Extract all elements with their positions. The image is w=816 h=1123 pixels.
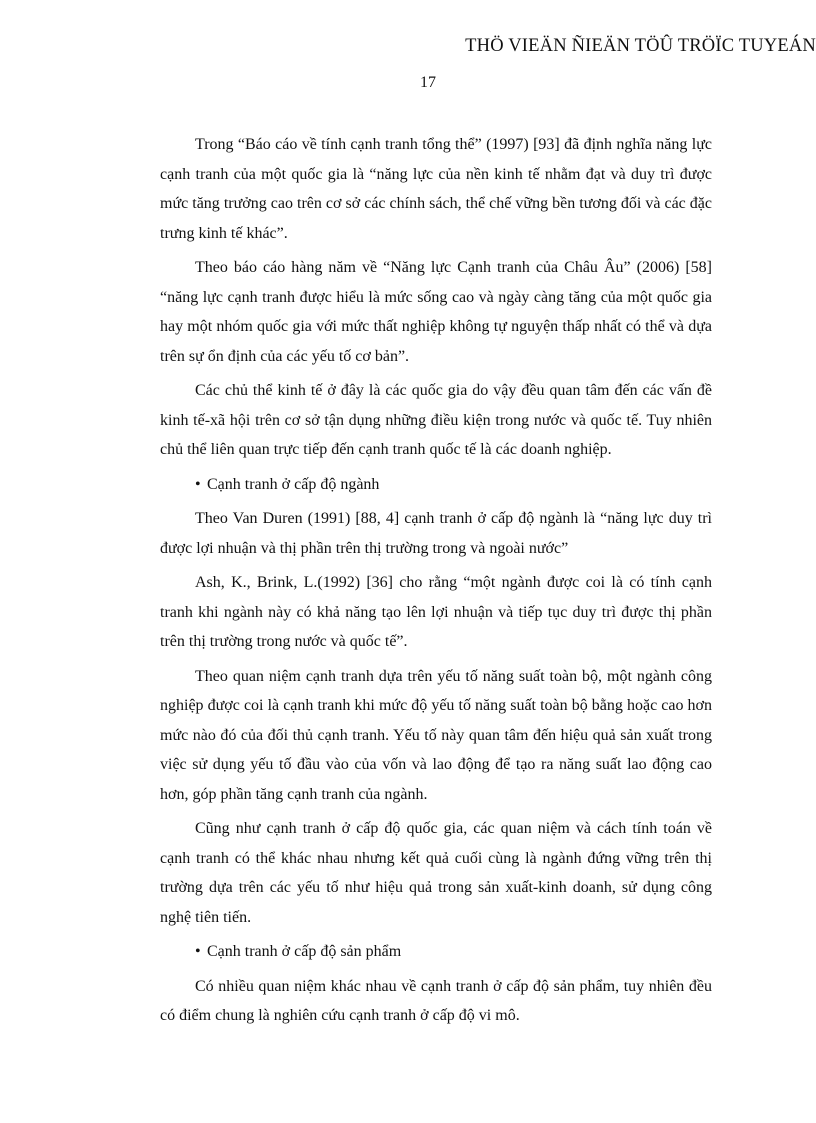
header-watermark: THÖ VIEÄN ÑIEÄN TÖÛ TRÖÏC TUYEÁN	[465, 36, 816, 56]
paragraph: Cũng như cạnh tranh ở cấp độ quốc gia, các quan niệm và cách tính toán về cạnh tranh có thể khác nhau nhưng kết quả cuối cùng là ngành đứng vững trên thị trường dựa trên các yếu tố như hiệu quả trong sản xuất-kinh doanh, sử dụng công nghệ tiên tiến.	[160, 820, 712, 926]
bullet-text: Cạnh tranh ở cấp độ sản phẩm	[207, 943, 402, 960]
paragraph: Trong “Báo cáo về tính cạnh tranh tổng thể” (1997) [93] đã định nghĩa năng lực cạnh tranh của một quốc gia là “năng lực của nền kinh tế nhằm đạt và duy trì được mức tăng trưởng cao trên cơ sở các chính sách, thể chế vững bền tương đối và các đặc trưng kinh tế khác”.	[160, 136, 712, 242]
paragraph: Có nhiều quan niệm khác nhau về cạnh tranh ở cấp độ sản phẩm, tuy nhiên đều có điểm chung là nghiên cứu cạnh tranh ở cấp độ vi mô.	[160, 977, 712, 1024]
paragraph: Các chủ thể kinh tế ở đây là các quốc gia do vậy đều quan tâm đến các vấn đề kinh tế-xã hội trên cơ sở tận dụng những điều kiện trong nước và quốc tế. Tuy nhiên chủ thể liên quan trực tiếp đến cạnh tranh quốc tế là các doanh nghiệp.	[160, 382, 712, 458]
page-number: 17	[420, 74, 436, 91]
bullet-heading-industry	[160, 470, 712, 500]
paragraph: Theo quan niệm cạnh tranh dựa trên yếu tố năng suất toàn bộ, một ngành công nghiệp được coi là cạnh tranh khi mức độ yếu tố năng suất toàn bộ bằng hoặc cao hơn mức nào đó của đối thủ cạnh tranh. Yếu tố này quan tâm đến hiệu quả sản xuất trong việc sử dụng yếu tố đầu vào của vốn và lao động để tạo ra năng suất lao động cao hơn, góp phần tăng cạnh tranh của ngành.	[160, 667, 712, 803]
document-body	[160, 130, 712, 1036]
bullet-text: Cạnh tranh ở cấp độ ngành	[207, 475, 380, 493]
bullet-icon: •	[195, 943, 201, 960]
bullet-icon: •	[195, 475, 201, 493]
paragraph: Theo Van Duren (1991) [88, 4] cạnh tranh ở cấp độ ngành là “năng lực duy trì được lợi nhuận và thị phần trên thị trường trong và ngoài nước”	[160, 510, 712, 557]
bullet-heading-product	[160, 937, 712, 967]
paragraph: Theo báo cáo hàng năm về “Năng lực Cạnh tranh của Châu Âu” (2006) [58] “năng lực cạnh tranh được hiểu là mức sống cao và ngày càng tăng của một quốc gia hay một nhóm quốc gia với mức thất nghiệp không tự nguyện thấp nhất có thể và dựa trên sự ổn định của các yếu tố cơ bản”.	[160, 259, 712, 365]
paragraph: Ash, K., Brink, L.(1992) [36] cho rằng “một ngành được coi là có tính cạnh tranh khi ngành này có khả năng tạo lên lợi nhuận và tiếp tục duy trì được thị phần trên thị trường trong nước và quốc tế”.	[160, 574, 712, 650]
